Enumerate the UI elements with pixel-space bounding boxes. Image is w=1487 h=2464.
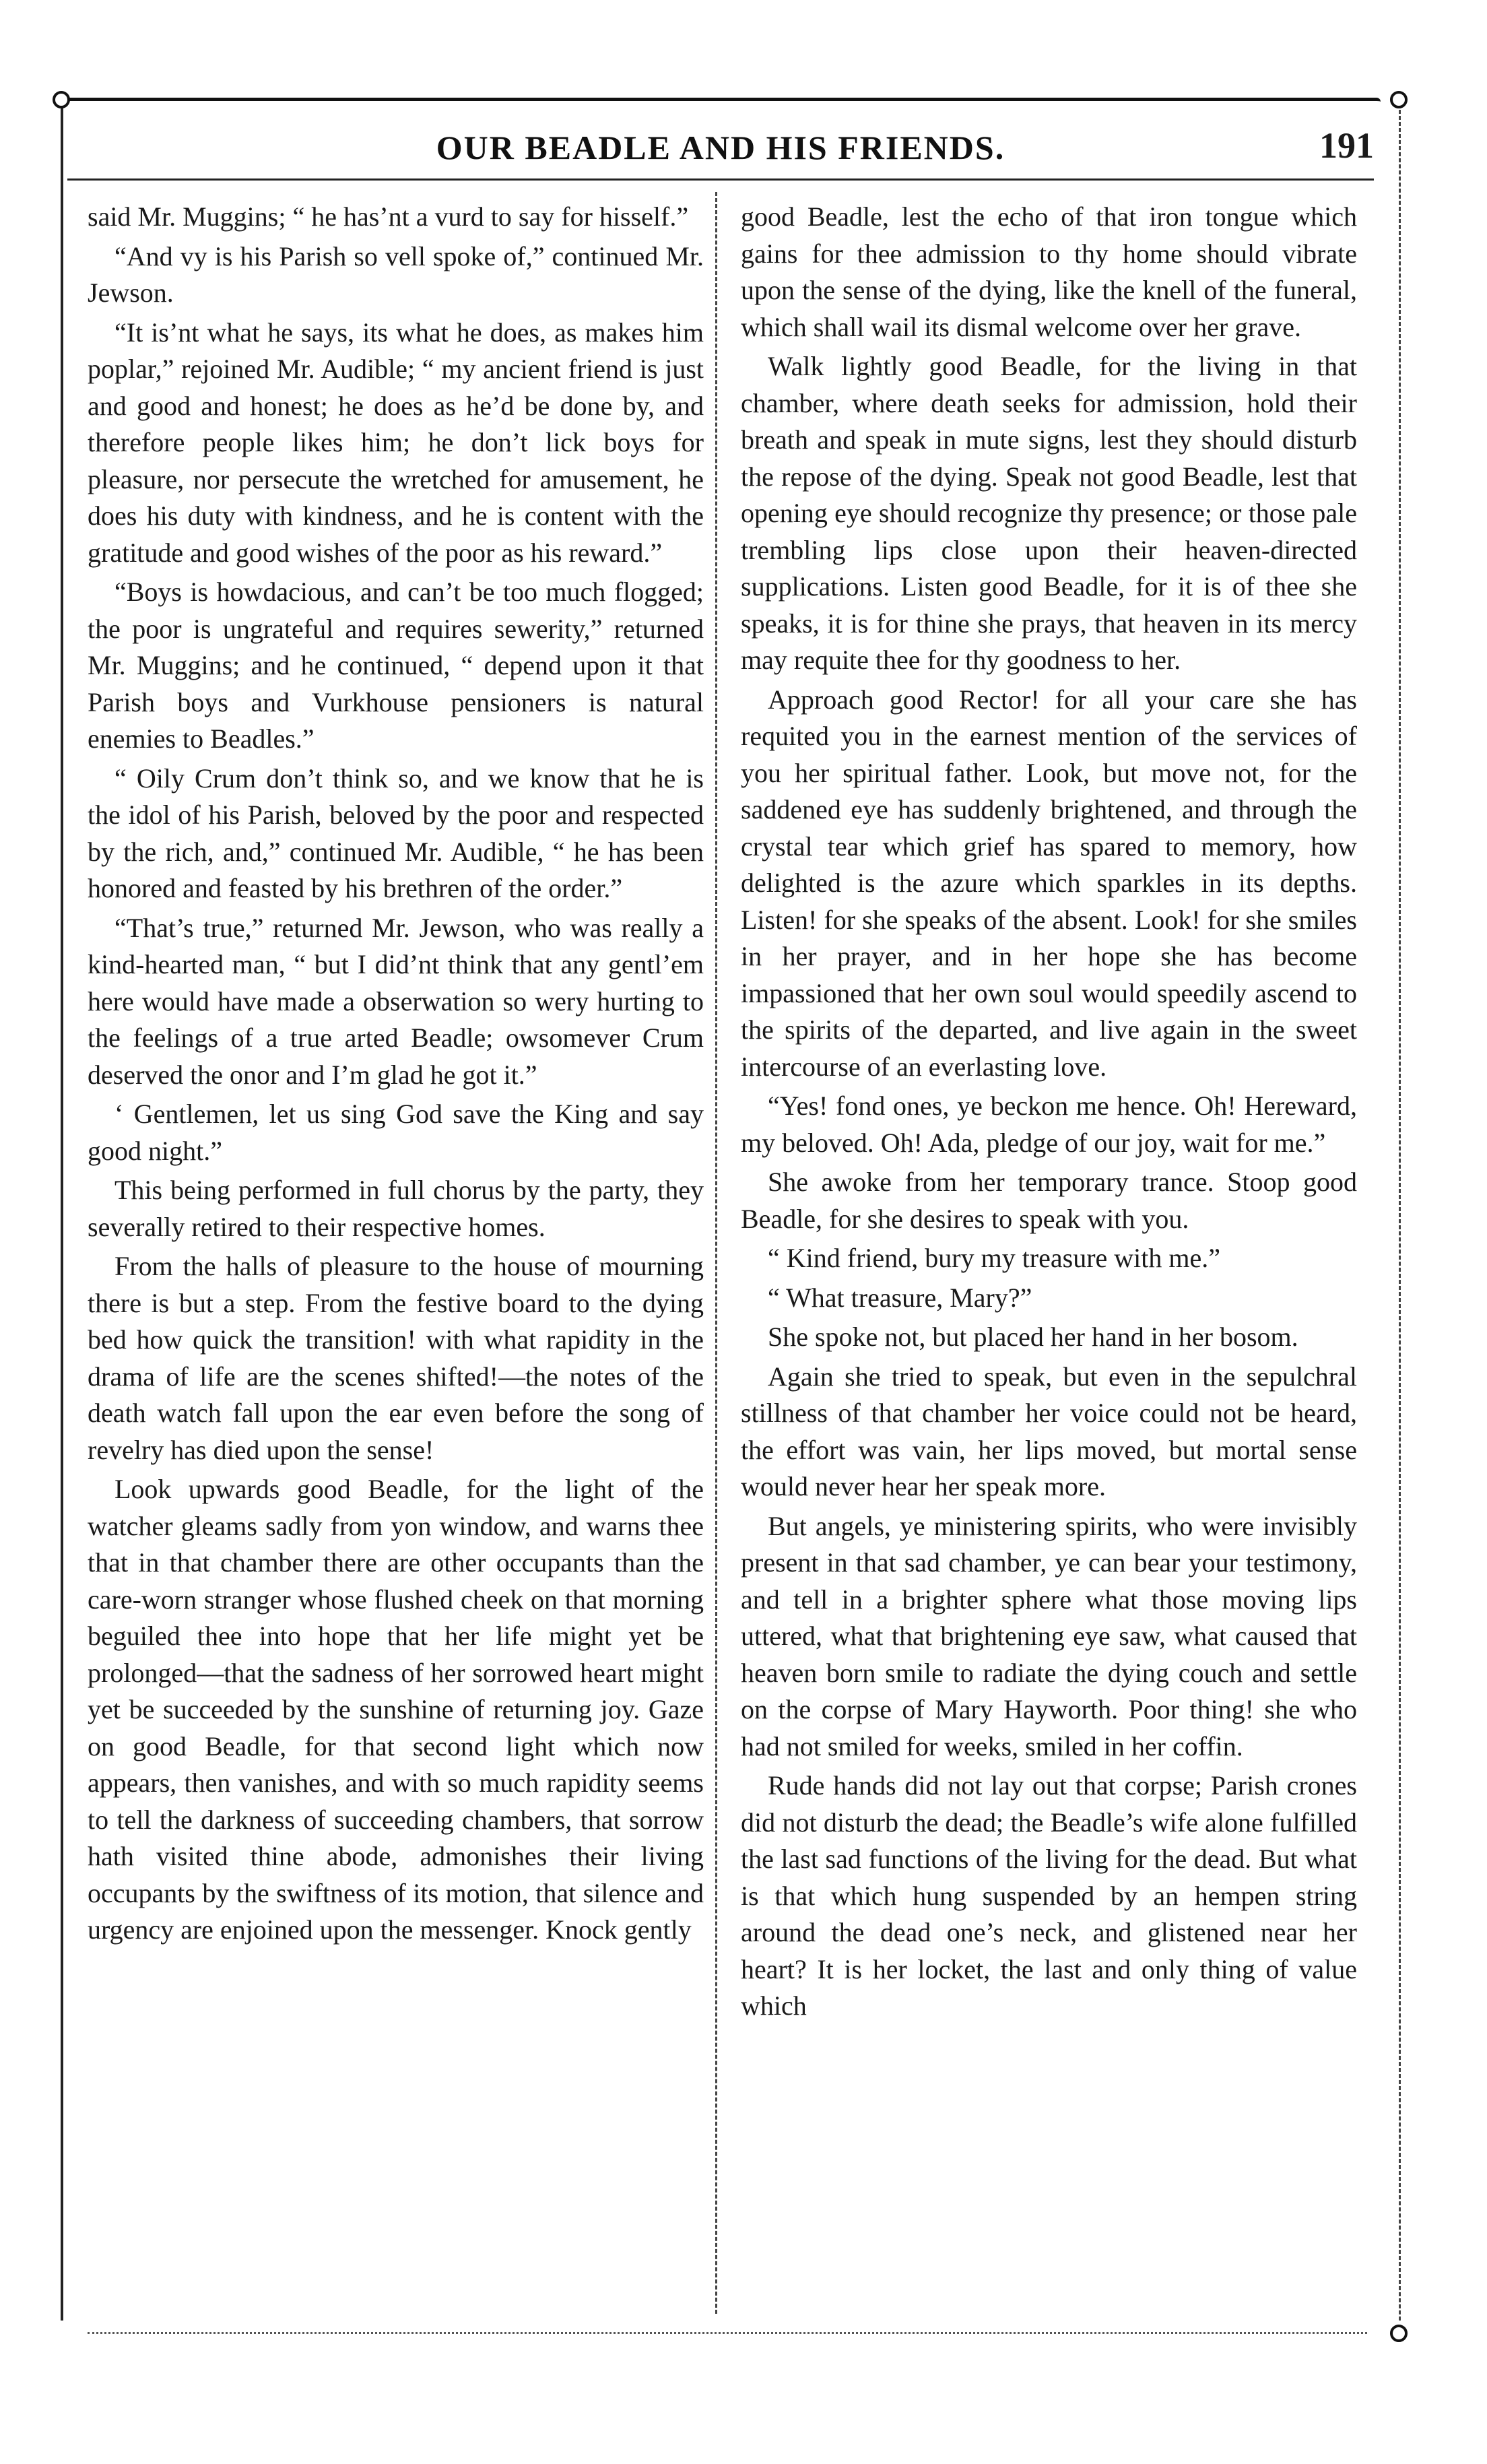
paragraph: Rude hands did not lay out that corpse; Parish crones did not disturb the dead; the Beadle’s wife alone fulfilled the last sad functions of the living for the dead. But what is that which hung suspended by an hempen string around the dead one’s neck, and glistened near her heart? It is her locket, the last and only thing of value which — [741, 1770, 1357, 2021]
paragraph: said Mr. Muggins; “ he has’nt a vurd to say for hisself.” — [88, 201, 689, 232]
paragraph: good Beadle, lest the echo of that iron tongue which gains for thee admission to thy home should vibrate upon the sense of the dying, like the knell of the funeral, which shall wail its dismal welcome over her grave. — [741, 201, 1357, 342]
paragraph: She spoke not, but placed her hand in her bosom. — [768, 1322, 1298, 1352]
paragraph: Approach good Rector! for all your care she has requited you in the earnest mention of the services of you her spiritual father. Look, but move not, for the saddened eye has suddenly brightened, and through the crystal tear which grief has spared to memory, how delighted is the azure which sparkles in its depths. Listen! for she speaks of the absent. Look! for she smiles in her prayer, and in her hope she has become impassioned that her own soul would speedily ascend to the spirits of the departed, and live again in the sweet intercourse of an everlasting love. — [741, 684, 1357, 1082]
paragraph: ‘ Gentlemen, let us sing God save the King and say good night.” — [88, 1099, 704, 1166]
paragraph: “It is’nt what he says, its what he does, as makes him poplar,” rejoined Mr. Audible; “ my ancient friend is just and good and honest; he does as he’d be done by, and therefore people likes him; he don’t lick boys for pleasure, nor persecute the wretched for amusement, he does his duty with kindness, and he is content with the gratitude and good wishes of the poor as his reward.” — [88, 317, 704, 568]
top-border — [61, 98, 1381, 109]
right-column — [741, 199, 1357, 2314]
paragraph: Look upwards good Beadle, for the light of the watcher gleams sadly from yon window, and warns thee that in that chamber there are other occupants than the care-worn stranger whose flushed cheek on that morning beguiled thee into hope that her life might yet be prolonged—that the sadness of her sorrowed heart might yet be succeeded by the sunshine of returning joy. Gaze on good Beadle, for that second light which now appears, then vanishes, and with so much rapidity seems to tell the darkness of succeeding chambers, that sorrow hath visited thine abode, admonishes their living occupants by the swiftness of its motion, that silence and urgency are enjoined upon the messenger. Knock gently — [88, 1474, 704, 1945]
corner-ornament-top-right — [1390, 91, 1408, 108]
paragraph: “ Oily Crum don’t think so, and we know that he is the idol of his Parish, beloved by the poor and respected by the rich, and,” continued Mr. Audible, “ he has been honored and feasted by his brethren of the order.” — [88, 763, 704, 903]
paragraph: Walk lightly good Beadle, for the living in that chamber, where death seeks for admission, hold their breath and speak in mute signs, lest they should disturb the repose of the dying. Speak not good Beadle, lest that opening eye should recognize thy presence; or those pale trembling lips close upon their heaven-directed supplications. Listen good Beadle, for it is of thee she speaks, it is for thine she prays, that heaven in its mercy may requite thee for thy goodness to her. — [741, 351, 1357, 675]
page-frame — [61, 84, 1381, 2334]
column-divider — [715, 192, 720, 2314]
paragraph: Again she tried to speak, but even in the sepulchral stillness of that chamber her voice could not be heard, the effort was vain, her lips moved, but mortal sense would never hear her speak more. — [741, 1361, 1357, 1501]
paragraph: She awoke from her temporary trance. Stoop good Beadle, for she desires to speak with you. — [741, 1167, 1357, 1234]
right-border — [1395, 98, 1401, 2321]
running-header: OUR BEADLE AND HIS FRIENDS. — [436, 129, 1005, 166]
corner-ornament-top-left — [53, 91, 70, 108]
paragraph: “ What treasure, Mary?” — [768, 1282, 1032, 1313]
left-column — [88, 199, 704, 2314]
page-number: 191 — [1319, 125, 1374, 166]
paragraph: “That’s true,” returned Mr. Jewson, who was really a kind-hearted man, “ but I did’nt think that any gentl’em here would have made a obserwation so wery hurting to the feelings of a true arted Beadle; owsomever Crum deserved the onor and I’m glad he got it.” — [88, 912, 704, 1090]
bottom-border — [88, 2327, 1367, 2334]
paragraph: “ Kind friend, bury my treasure with me.” — [768, 1243, 1221, 1273]
paragraph: This being performed in full chorus by the party, they severally retired to their respective homes. — [88, 1175, 704, 1242]
corner-ornament-bottom-right — [1390, 2325, 1408, 2342]
paragraph: “And vy is his Parish so vell spoke of,” continued Mr. Jewson. — [88, 240, 704, 308]
paragraph: “Boys is howdacious, and can’t be too much flogged; the poor is ungrateful and requires sewerity,” returned Mr. Muggins; and he continued, “ depend upon it that Parish boys and Vurkhouse pensioners is natural enemies to Beadles.” — [88, 577, 704, 754]
paragraph: “Yes! fond ones, ye beckon me hence. Oh! Hereward, my beloved. Oh! Ada, pledge of our joy, wait for me.” — [741, 1091, 1357, 1158]
paragraph: But angels, ye ministering spirits, who were invisibly present in that sad chamber, ye can bear your testimony, and tell in a brighter sphere what those moving lips uttered, what that brightening eye saw, what caused that heaven born smile to radiate the dying couch and settle on the corpse of Mary Hayworth. Poor thing! she who had not smiled for weeks, smiled in her coffin. — [741, 1510, 1357, 1761]
left-border — [61, 98, 67, 2321]
paragraph: From the halls of pleasure to the house of mourning there is but a step. From the festive board to the dying bed how quick the transition! with what rapidity in the drama of life are the scenes shifted!—the notes of the death watch fall upon the ear even before the song of revelry has died upon the sense! — [88, 1251, 704, 1465]
header-rule — [67, 179, 1374, 183]
